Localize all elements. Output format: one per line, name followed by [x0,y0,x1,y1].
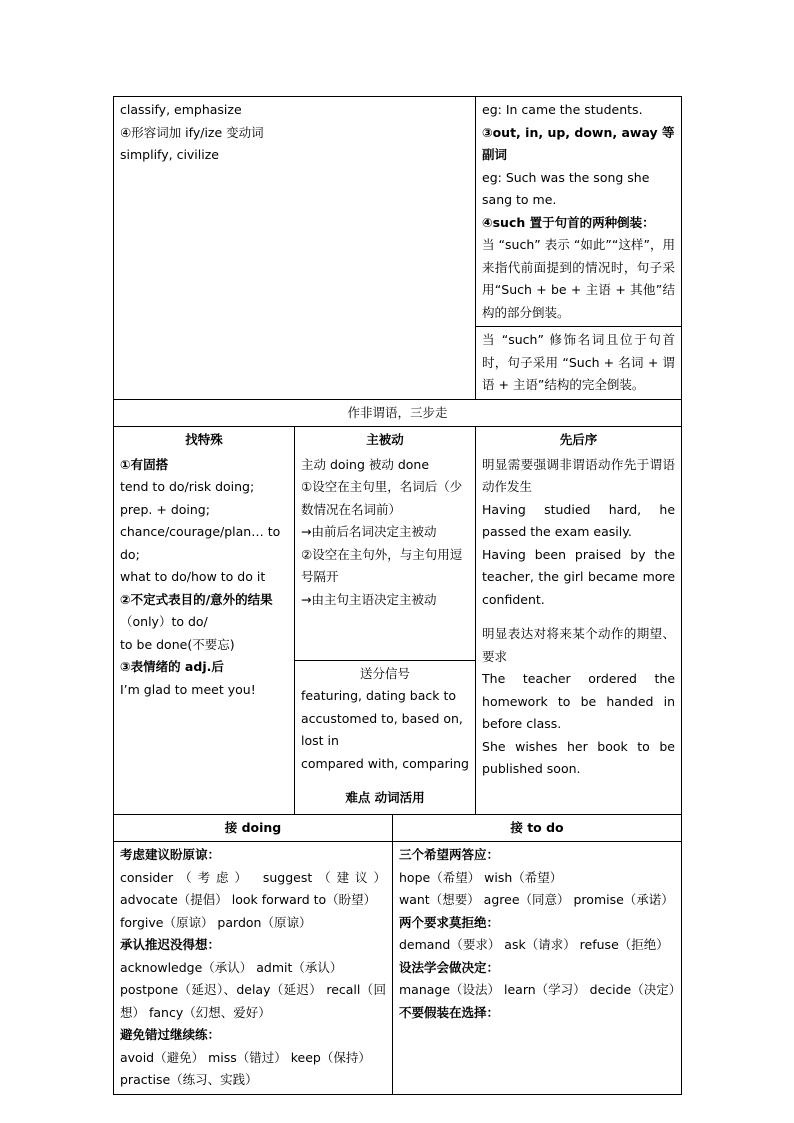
text-paragraph: Having studied hard, he passed the exam easily. [482,501,676,539]
text-line: forgive（原谅） pardon（原谅） [120,914,312,930]
inversion-upper [476,97,681,327]
text-line: prep. + doing; [120,501,210,517]
text-line: to be done(不要忘) [120,636,235,652]
verb-formation-cell [114,97,476,400]
text-line: compared with, comparing [301,755,469,771]
text-line: ③out, in, up, down, away 等副词 [482,124,675,162]
verb-pattern-header-row [114,814,682,842]
todo-header: 接 to do [393,814,682,842]
col1-body [114,454,294,706]
text-paragraph: 当 “such” 修饰名词且位于句首时，句子采用 “Such + 名词 + 谓语 + 主语”结构的完全倒装。 [482,332,676,392]
grammar-table [113,96,682,1095]
text-paragraph: She wishes her book to be published soon. [482,738,676,776]
doing-cell [114,842,393,1095]
text-line: advocate（提倡） look forward to（盼望） [120,892,377,907]
text-line: ③表情绪的 adj.后 [120,659,224,674]
text-paragraph: The teacher ordered the homework to be handed in before class. [482,671,676,731]
text-line: ①设空在主句里，名词后（少数情况在名词前） [301,479,463,517]
inversion-cell [476,97,682,400]
text-line: eg: In came the students. [482,102,643,117]
text-line: postpone（延迟）、delay（延迟） recall（回想） fancy（幻想、爱好） [120,982,386,1020]
text-line: chance/courage/plan… to do; [120,524,281,562]
spacer [482,611,675,623]
text-line: classify, emphasize [120,102,242,117]
text-line: →由主句主语决定主被动 [301,591,437,607]
mnemonic-title: 设法学会做决定： [399,959,500,975]
notes-page [113,96,681,1095]
text-line: （only）to do/ [120,614,208,629]
text-line: ②设空在主句外，与主句用逗号隔开 [301,546,463,584]
text-paragraph: Having been praised by the teacher, the girl became more confident. [482,546,676,607]
verb-pattern-row [114,842,682,1095]
mnemonic-title: 承认推迟没得想： [120,937,221,952]
col2-header: 主被动 [366,432,404,447]
text-paragraph: 当 “such” 表示 “如此”“这样”，用来指代前面提到的情况时，句子采用“Such + be + 主语 + 其他”结构的部分倒装。 [482,237,676,320]
difficulty-footer: 难点 动词活用 [345,790,425,805]
mnemonic-title: 两个要求莫拒绝： [399,914,500,930]
text-line: eg: Such was the song she sang to me. [482,169,650,207]
text-line: →由前后名词决定主被动 [301,524,437,539]
text-line: I’m glad to meet you! [120,681,256,697]
text-line: ④形容词加 ify/ize 变动词 [120,124,264,140]
mnemonic-title: 考虑建议盼原谅： [120,847,221,862]
col1-header: 找特殊 [185,432,223,447]
inversion-lower [476,327,681,399]
text-line: ②不定式表目的/意外的结果 [120,591,273,607]
mnemonic-title: 不要假装在选择： [399,1004,500,1020]
col3-body [476,454,681,785]
three-columns-row [114,427,682,815]
col2-signals [295,660,475,814]
text-line: avoid（避免） miss（错过） keep（保持） [120,1049,371,1065]
doing-header: 接 doing [114,814,393,842]
col-order [476,427,682,815]
text-line: want（想要） agree（同意） promise（承诺） [399,892,674,907]
text-paragraph: 明显需要强调非谓语动作先于谓语动作发生 [482,456,676,494]
col3-header: 先后序 [559,432,598,447]
text-line: simplify, civilize [120,147,219,162]
text-line: ①有固搭 [120,456,169,472]
text-line: manage（设法） learn（学习） decide（决定） [399,982,682,997]
text-line: demand（要求） ask（请求） refuse（拒绝） [399,937,669,952]
continuation-row [114,97,682,400]
col-special [114,427,295,815]
text-line: what to do/how to do it [120,569,266,584]
text-line: acknowledge（承认） admit（承认） [120,959,343,975]
text-paragraph: 明显表达对将来某个动作的期望、要求 [482,626,676,664]
col2-body [295,454,475,660]
text-line: consider（考虑） suggest（建议） [120,869,386,885]
text-line: hope（希望） wish（希望） [399,869,563,885]
signals-header: 送分信号 [360,665,411,681]
text-line: tend to do/risk doing; [120,479,255,494]
text-line: ④such 置于句首的两种倒装： [482,214,655,230]
mnemonic-title: 三个希望两答应： [399,847,500,862]
text-line: practise（练习、实践） [120,1072,258,1087]
text-line: featuring, dating back to accustomed to, based on, lost in [301,688,463,748]
col-voice [295,427,476,815]
section-title: 作非谓语，三步走 [114,399,682,427]
text-line: 主动 doing 被动 done [301,456,430,472]
todo-cell [393,842,682,1095]
section-title-row [114,399,682,427]
mnemonic-title: 避免错过继续练： [120,1027,221,1042]
